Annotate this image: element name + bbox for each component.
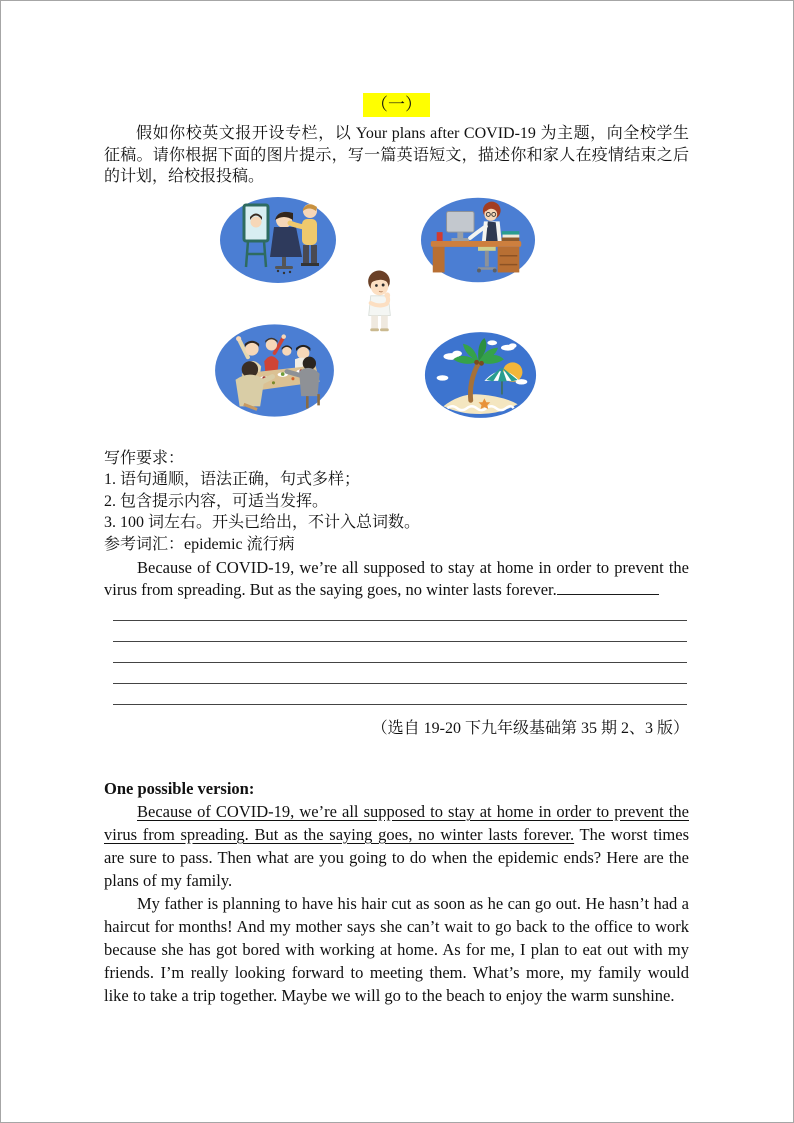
requirement-item-1: 1. 语句通顺，语法正确，句式多样； [104, 471, 361, 488]
answer-blank-line [113, 642, 687, 663]
sample-answer-heading: One possible version: [104, 779, 255, 798]
inline-answer-blank [557, 579, 659, 595]
family-dinner-illustration [213, 322, 336, 420]
intro-paragraph: 假如你校英文报开设专栏，以 Your plans after COVID-19 为主题，向全校学生征稿。请你根据下面的图片提示，写一篇英语短文，描述你和家人在疫情结束之后的计划，给校报投稿。 [104, 125, 689, 185]
source-note: （选自 19-20 下九年级基础第 35 期 2、3 版） [371, 720, 689, 737]
sample-answer-paragraph-1 [104, 800, 689, 892]
sample-answer-underlined-opening: Because of COVID-19, we’re all supposed to stay at home in order to prevent the virus from spreading. But as the saying goes, no winter lasts forever. [104, 802, 689, 844]
illustration-block [104, 195, 689, 433]
office-illustration [419, 195, 537, 285]
haircut-illustration [218, 195, 338, 285]
answer-blank-lines [104, 600, 689, 705]
requirement-item-2: 2. 包含提示内容，可适当发挥。 [104, 492, 329, 510]
section-title [104, 93, 689, 117]
answer-blank-line [113, 684, 687, 705]
answer-blank-line [113, 663, 687, 684]
requirements-heading: 写作要求： [104, 449, 185, 467]
section-title-highlight: （一） [363, 93, 430, 117]
answer-blank-line [113, 600, 687, 621]
sample-answer-paragraph-1-rest: The worst times are sure to pass. Then what are you going to do when the epidemic ends? Here are the plans of my family. [104, 825, 689, 890]
requirement-item-3: 3. 100 词左右。开头已给出，不计入总词数。 [104, 514, 421, 531]
starter-text: Because of COVID-19, we’re all supposed to stay at home in order to prevent the virus from spreading. But as the saying goes, no winter lasts forever. [104, 558, 689, 599]
page-content [1, 1, 793, 1007]
reference-vocabulary: 参考词汇：epidemic 流行病 [104, 535, 295, 553]
thinking-boy-illustration [357, 269, 401, 333]
beach-illustration [422, 329, 539, 421]
sample-answer-paragraph-2: My father is planning to have his hair cut as soon as he can go out. He hasn’t had a haircut for months! And my mother says she can’t wait to go back to the office to work because she has got bored with working at home. As for me, I plan to eat out with my friends. I’m really looking forward to meeting them. What’s more, my family would like to take a trip together. Maybe we will go to the beach to enjoy the warm sunshine. [104, 894, 689, 1005]
answer-blank-line [113, 621, 687, 642]
starter-paragraph [104, 557, 689, 600]
